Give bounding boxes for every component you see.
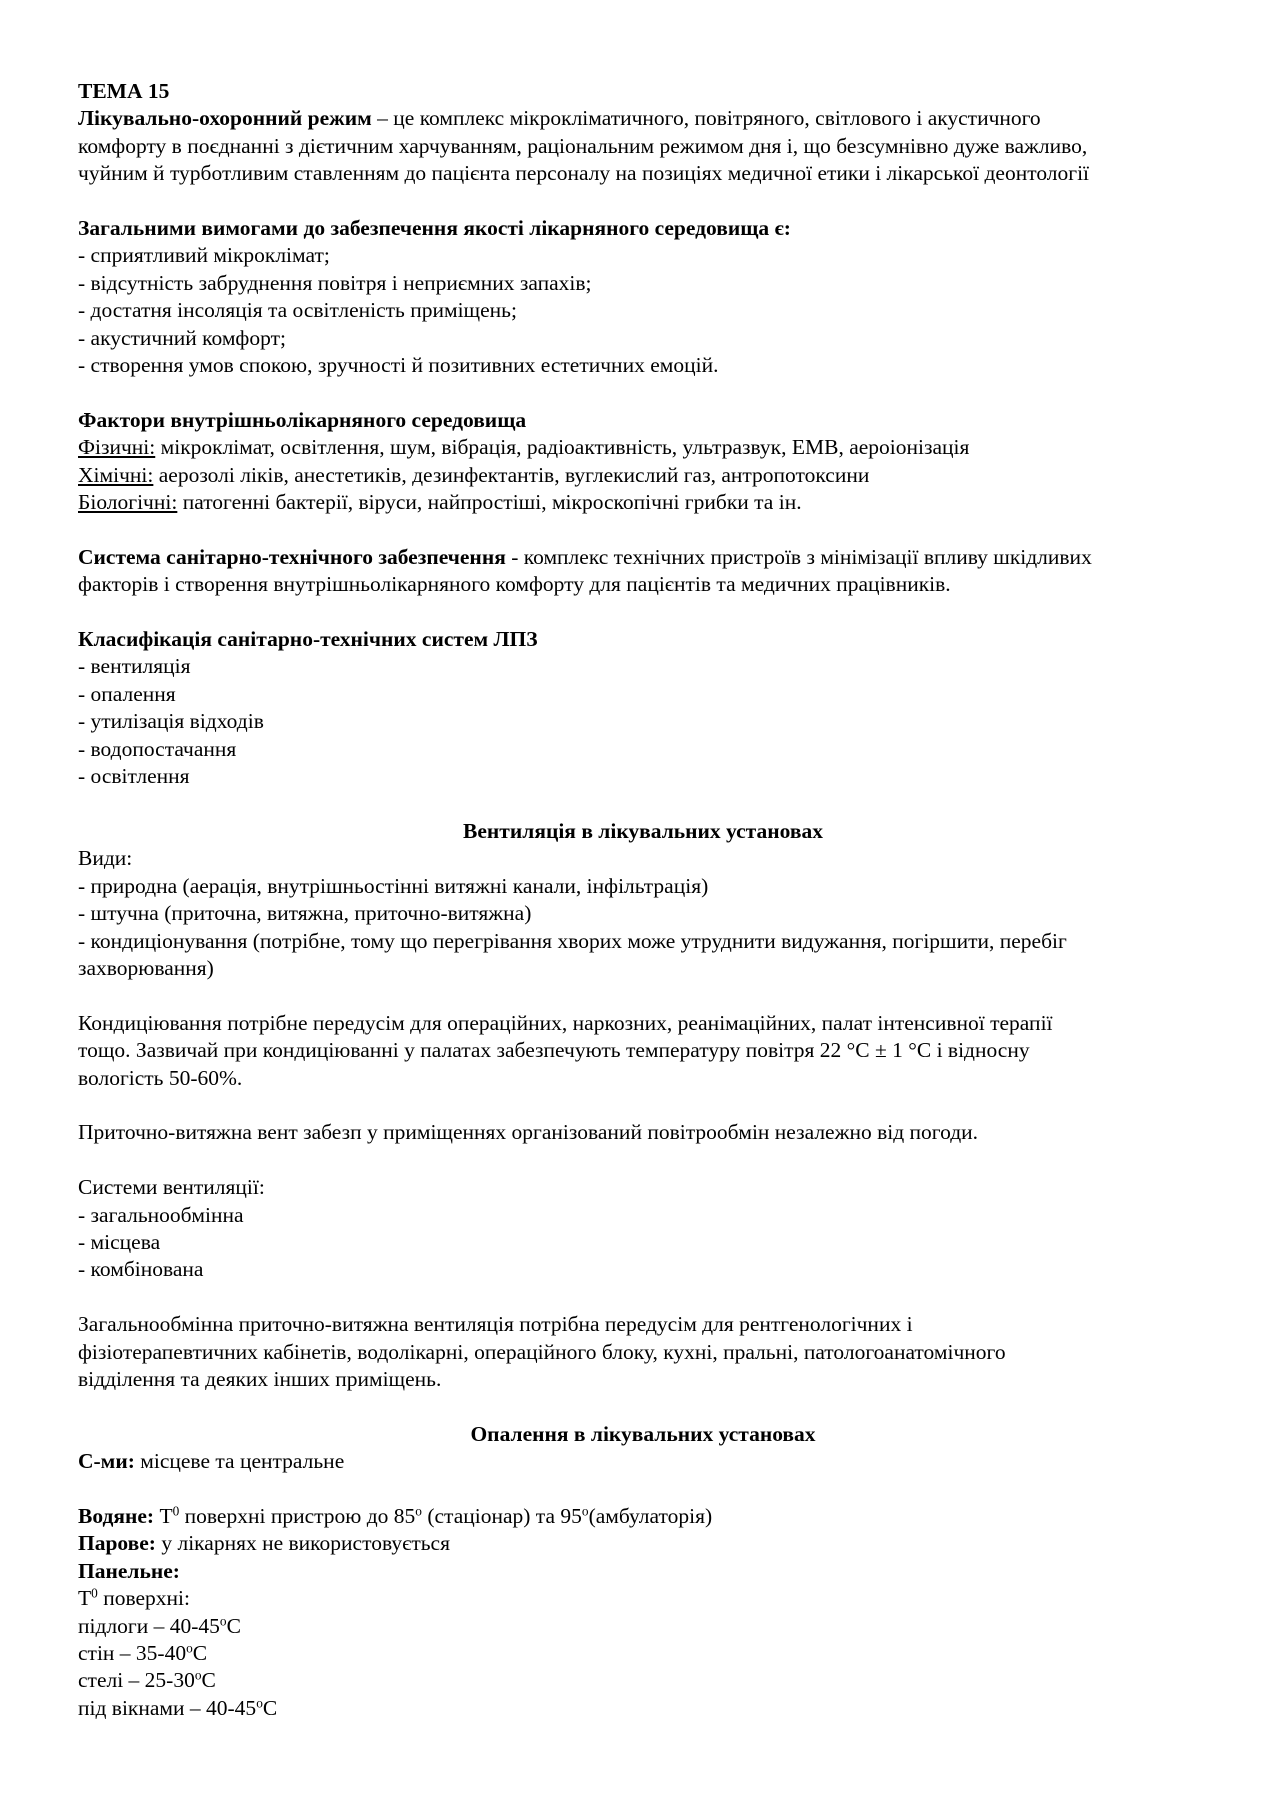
factors-heading: Фактори внутрішньолікарняного середовища xyxy=(78,407,527,432)
heating-water: Водяне: $Т^0$ поверхні пристрою до $85^о$ (стаціонар) та $95^о(амбулаторія)$ xyxy=(78,1503,713,1528)
list-item: - опалення xyxy=(78,681,176,706)
document-page xyxy=(78,78,1208,1722)
heating-panel: Панельне: xyxy=(78,1558,180,1583)
conditioning-line-3: вологість 50-60%. xyxy=(78,1065,243,1090)
factor-row-physical: Фізичні: мікроклімат, освітлення, шум, вібрація, радіоактивність, ультразвук, ЕМВ, аероіонізація xyxy=(78,435,970,460)
list-item: - загальнообмінна xyxy=(78,1202,244,1227)
list-item: - кондиціонування (потрібне, тому що перегрівання хворих може утруднити видужання, погіршити, перебіг xyxy=(78,928,1067,953)
ventilation-systems-label: Системи вентиляції: xyxy=(78,1175,265,1200)
requirements-heading: Загальними вимогами до забезпечення якості лікарняного середовища є: xyxy=(78,216,791,241)
list-item: - місцева xyxy=(78,1229,161,1254)
list-item: - вентиляція xyxy=(78,654,191,679)
list-item: - комбінована xyxy=(78,1257,204,1282)
list-item: - природна (аерація, внутрішньостінні витяжні канали, інфільтрація) xyxy=(78,873,709,898)
temp-walls: стін – $35-40^оС$ xyxy=(78,1640,208,1665)
intro-term: Лікувально-охоронний режим xyxy=(78,106,372,131)
list-item: - достатня інсоляція та освітленість приміщень; xyxy=(78,298,517,323)
list-item-continuation: захворювання) xyxy=(78,955,214,980)
heating-heading: Опалення в лікувальних установах xyxy=(470,1421,816,1446)
factor-row-chemical: Хімічні: аерозолі ліків, анестетиків, дезинфектантів, вуглекислий газ, антропотоксини xyxy=(78,462,870,487)
intro-line-2: комфорту в поєднанні з дієтичним харчуванням, раціональним режимом дня і, що безсумнівно дуже важливо, xyxy=(78,133,1088,158)
general-ventilation-line-2: фізіотерапевтичних кабінетів, водолікарні, операційного блоку, кухні, пральні, патологоанатомічного xyxy=(78,1339,1006,1364)
factor-row-biological: Біологічні: патогенні бактерії, віруси, найпростіші, мікроскопічні грибки та ін. xyxy=(78,490,802,515)
topic-title: ТЕМА 15 xyxy=(78,79,170,103)
temp-under-windows: під вікнами – $40-45^оС$ xyxy=(78,1695,278,1720)
general-ventilation-line-3: відділення та деяких інших приміщень. xyxy=(78,1366,442,1391)
ventilation-types-label: Види: xyxy=(78,846,133,871)
list-item: - відсутність забруднення повітря і неприємних запахів; xyxy=(78,270,592,295)
list-item: - сприятливий мікроклімат; xyxy=(78,243,330,268)
list-item: - освітлення xyxy=(78,764,190,789)
surface-temperature-label: $Т^0$ поверхні: xyxy=(78,1585,190,1611)
list-item: - штучна (приточна, витяжна, приточно-витяжна) xyxy=(78,901,532,926)
list-item: - створення умов спокою, зручності й позитивних естетичних емоцій. xyxy=(78,353,719,378)
heating-steam: Парове: у лікарнях не використовується xyxy=(78,1531,450,1556)
supply-exhaust-note: Приточно-витяжна вент забезп у приміщеннях організований повітрообмін незалежно від погоди. xyxy=(78,1120,979,1145)
conditioning-line-2: тощо. Зазвичай при кондиціюванні у палатах забезпечують температуру повітря 22 °С ± 1 °С і відносну xyxy=(78,1038,1030,1063)
ventilation-heading: Вентиляція в лікувальних установах xyxy=(463,818,823,843)
temp-floor: підлоги – $40-45^оС$ xyxy=(78,1613,241,1638)
general-ventilation-line-1: Загальнообмінна приточно-витяжна вентиляція потрібна передусім для рентгенологічних і xyxy=(78,1312,913,1337)
classification-heading: Класифікація санітарно-технічних систем ЛПЗ xyxy=(78,627,538,652)
intro-line-3: чуйним й турботливим ставленням до пацієнта персоналу на позиціях медичної етики і лікарської деонтології xyxy=(78,161,1090,186)
sanitary-line-1: Система санітарно-технічного забезпечення - комплекс технічних пристроїв з мінімізації впливу шкідливих xyxy=(78,544,1092,569)
list-item: - акустичний комфорт; xyxy=(78,325,286,350)
conditioning-line-1: Кондиціювання потрібне передусім для операційних, наркозних, реанімаційних, палат інтенсивної терапії xyxy=(78,1010,1053,1035)
heating-systems: С-ми: місцеве та центральне xyxy=(78,1449,345,1474)
list-item: - водопостачання xyxy=(78,736,237,761)
intro-line-1: Лікувально-охоронний режим – це комплекс мікрокліматичного, повітряного, світлового і акустичного xyxy=(78,106,1041,131)
sanitary-line-2: факторів і створення внутрішньолікарняного комфорту для пацієнтів та медичних працівників. xyxy=(78,572,951,597)
list-item: - утилізація відходів xyxy=(78,709,264,734)
temp-ceiling: стелі – $25-30^оС$ xyxy=(78,1668,216,1693)
